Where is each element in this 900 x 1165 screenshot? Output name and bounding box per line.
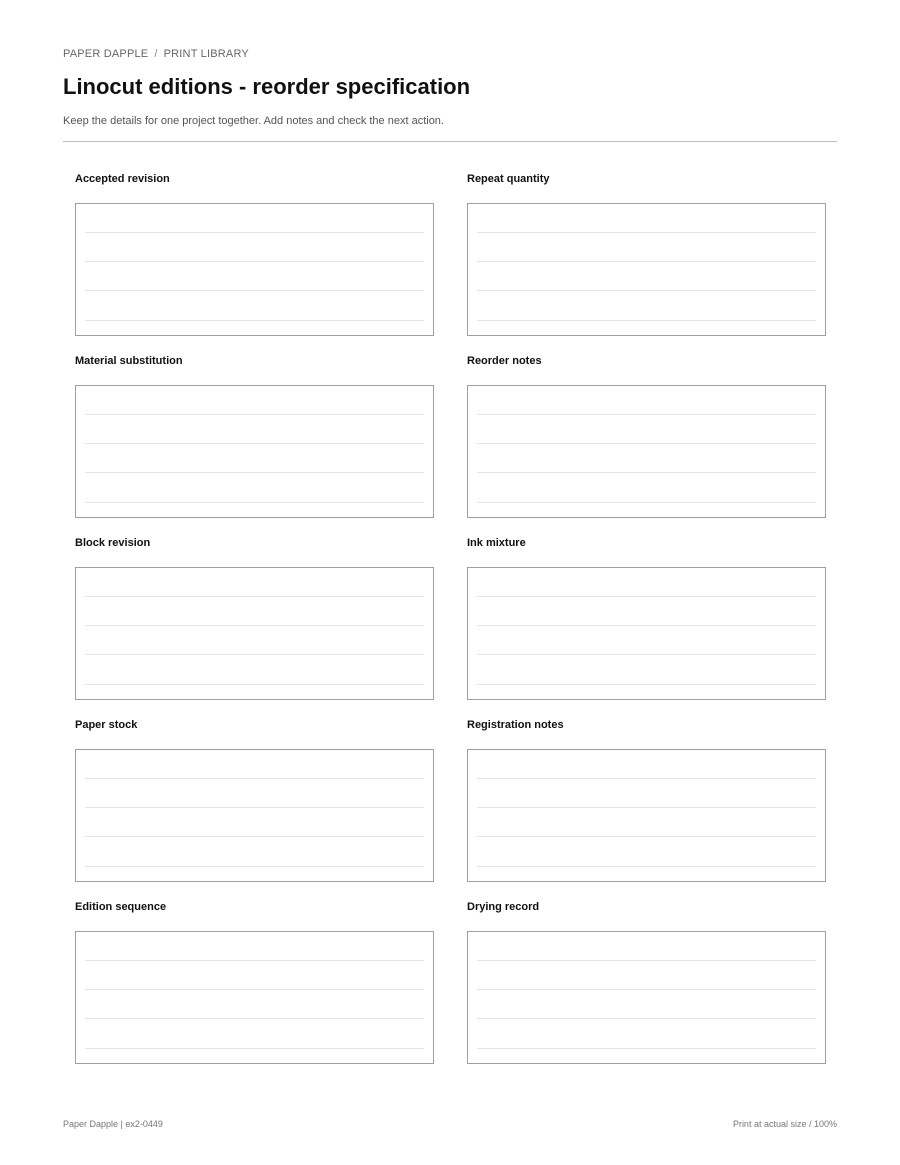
writing-line (85, 502, 424, 503)
ink-mixture-notes[interactable] (467, 567, 826, 700)
writing-line (477, 807, 816, 808)
writing-line (477, 472, 816, 473)
page-title: Linocut editions - reorder specification (63, 74, 471, 99)
writing-line (477, 414, 816, 415)
writing-line (85, 596, 424, 597)
writing-line (477, 232, 816, 233)
writing-line (477, 443, 816, 444)
writing-line (85, 1048, 424, 1049)
writing-line (85, 261, 424, 262)
writing-line (477, 261, 816, 262)
writing-line (85, 989, 424, 990)
writing-line (477, 989, 816, 990)
writing-line (477, 320, 816, 321)
reorder-notes-notes[interactable] (467, 385, 826, 518)
edition-sequence-notes[interactable] (75, 931, 434, 1064)
header-divider (63, 141, 837, 142)
writing-line (85, 836, 424, 837)
writing-line (477, 960, 816, 961)
accepted-revision-notes[interactable] (75, 203, 434, 336)
footer-print-instruction: Print at actual size / 100% (732, 1119, 837, 1129)
writing-line (477, 596, 816, 597)
field-label: Ink mixture (467, 537, 526, 549)
writing-line (477, 778, 816, 779)
material-substitution-notes[interactable] (75, 385, 434, 518)
field-label: Edition sequence (75, 901, 167, 913)
writing-line (477, 684, 816, 685)
field-label: Registration notes (467, 719, 564, 731)
page-subtitle: Keep the details for one project together. Add notes and check the next action. (63, 115, 444, 127)
writing-line (477, 836, 816, 837)
field-label: Material substitution (75, 355, 183, 367)
block-revision-notes[interactable] (75, 567, 434, 700)
writing-line (85, 778, 424, 779)
writing-line (85, 1018, 424, 1019)
writing-line (85, 290, 424, 291)
field-label: Accepted revision (75, 173, 170, 185)
writing-line (477, 1018, 816, 1019)
writing-line (85, 320, 424, 321)
writing-line (477, 502, 816, 503)
field-label: Drying record (467, 901, 540, 913)
writing-line (477, 1048, 816, 1049)
writing-line (85, 866, 424, 867)
writing-line (85, 443, 424, 444)
breadcrumb-section[interactable]: PRINT LIBRARY (163, 48, 249, 60)
writing-line (477, 625, 816, 626)
drying-record-notes[interactable] (467, 931, 826, 1064)
breadcrumb-separator: / (154, 48, 158, 60)
writing-line (85, 654, 424, 655)
writing-line (85, 472, 424, 473)
field-label: Block revision (75, 537, 151, 549)
writing-line (85, 232, 424, 233)
footer-document-id: Paper Dapple | ex2-0449 (63, 1119, 163, 1129)
breadcrumb (63, 48, 249, 60)
field-label: Repeat quantity (467, 173, 550, 185)
writing-line (85, 960, 424, 961)
writing-line (477, 290, 816, 291)
writing-line (85, 684, 424, 685)
field-label: Reorder notes (467, 355, 542, 367)
writing-line (477, 654, 816, 655)
repeat-quantity-notes[interactable] (467, 203, 826, 336)
field-label: Paper stock (75, 719, 138, 731)
writing-line (85, 625, 424, 626)
writing-line (85, 414, 424, 415)
breadcrumb-brand[interactable]: PAPER DAPPLE (63, 48, 149, 60)
writing-line (85, 807, 424, 808)
registration-notes-notes[interactable] (467, 749, 826, 882)
writing-line (477, 866, 816, 867)
paper-stock-notes[interactable] (75, 749, 434, 882)
